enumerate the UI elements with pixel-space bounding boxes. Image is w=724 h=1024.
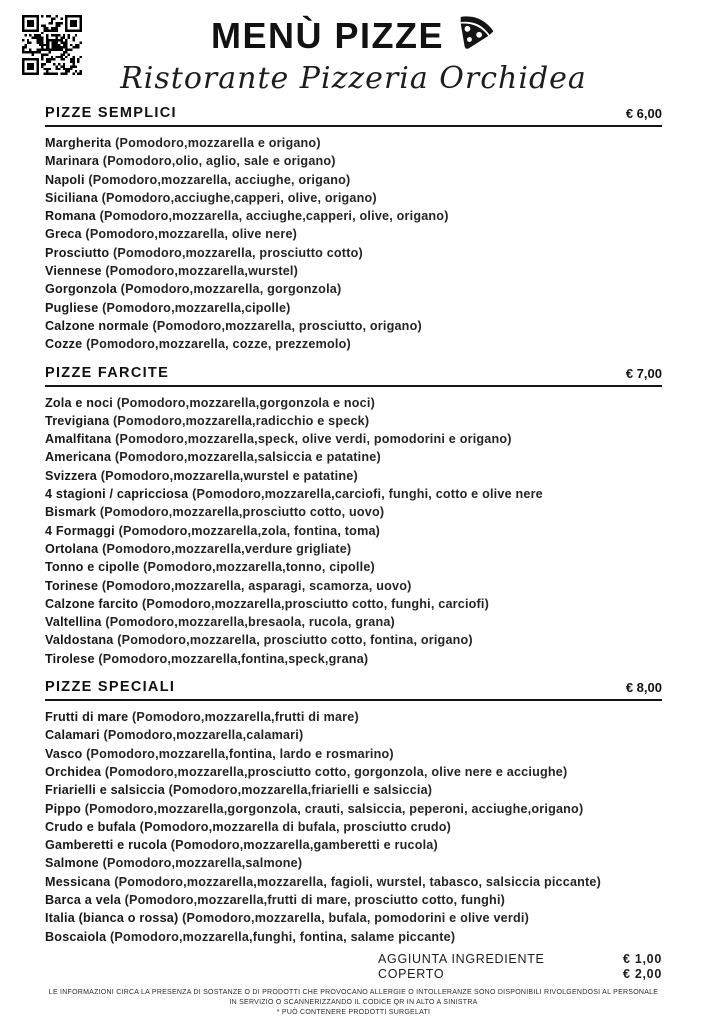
item-desc: (Pomodoro,mozzarella,zola, fontina, toma) — [118, 523, 381, 538]
item-name: Pugliese — [45, 300, 103, 315]
menu-item — [45, 540, 662, 558]
item-desc: (Pomodoro,mozzarella,gorgonzola e noci) — [116, 395, 375, 410]
item-name: Gamberetti e rucola — [45, 838, 171, 853]
menu-item — [45, 299, 662, 317]
item-desc: (Pomodoro,mozzarella,friarielli e salsiccia) — [168, 783, 433, 798]
menu-item — [45, 836, 662, 854]
item-name: Marinara — [45, 154, 103, 169]
menu-item — [45, 189, 662, 207]
item-desc: (Pomodoro,mozzarella,funghi, fontina, salame piccante) — [110, 929, 456, 944]
menu-item — [45, 485, 662, 503]
item-name: Bismark — [45, 505, 100, 520]
item-name: 4 stagioni / capricciosa — [45, 487, 193, 502]
menu-header — [45, 0, 662, 99]
menu-item — [45, 412, 662, 430]
item-name: Siciliana — [45, 190, 102, 205]
item-desc: (Pomodoro,mozzarella,cipolle) — [102, 300, 291, 315]
item-name: Boscaiola — [45, 929, 110, 944]
item-desc: (Pomodoro,mozzarella,prosciutto cotto, gorgonzola, olive nere e acciughe) — [104, 764, 568, 779]
section-title: PIZZE SEMPLICI — [45, 105, 177, 121]
menu-section — [45, 365, 662, 668]
section-items — [45, 134, 662, 354]
footer-allergen-note: LE INFORMAZIONI CIRCA LA PRESENZA DI SOSTANZE O DI PRODOTTI CHE PROVOCANO ALLERGIE O INTOLLERANZE SONO DISPONIBILI RIVOLGENDOSI AL PERSONALE IN SERVIZIO O SCANNERIZZANDO IL CODICE QR IN ALTO A SINISTRA — [48, 988, 659, 1006]
item-desc: (Pomodoro,mozzarella, prosciutto, origano) — [152, 318, 422, 333]
item-desc: (Pomodoro,mozzarella, gorgonzola) — [120, 282, 342, 297]
menu-item — [45, 467, 662, 485]
item-name: Orchidea — [45, 764, 105, 779]
item-name: Barca a vela — [45, 892, 125, 907]
item-name: Ortolana — [45, 541, 103, 556]
item-name: Trevigiana — [45, 413, 113, 428]
item-name: Greca — [45, 227, 86, 242]
section-price: € 8,00 — [625, 680, 662, 696]
menu-section — [45, 105, 662, 354]
restaurant-name: Ristorante Pizzeria Orchidea — [120, 61, 587, 96]
qr-code-pattern — [22, 15, 82, 75]
menu-item — [45, 873, 662, 891]
section-items — [45, 394, 662, 668]
extra-label: AGGIUNTA INGREDIENTE — [378, 951, 545, 966]
item-name: Tirolese — [45, 651, 99, 666]
item-desc: (Pomodoro,mozzarella,prosciutto cotto, funghi, carciofi) — [141, 596, 490, 611]
item-desc: (Pomodoro,mozzarella,salmone) — [102, 856, 303, 871]
item-desc: (Pomodoro,mozzarella,calamari) — [103, 728, 304, 743]
item-desc: (Pomodoro,mozzarella,carciofi, funghi, cotto e olive nere — [192, 487, 543, 502]
menu-item — [45, 818, 662, 836]
menu-item — [45, 558, 662, 576]
menu-item — [45, 631, 662, 649]
menu-item — [45, 577, 662, 595]
title-row — [45, 13, 662, 59]
section-divider — [45, 699, 662, 701]
item-name: Prosciutto — [45, 245, 113, 260]
menu-item — [45, 781, 662, 799]
section-header — [45, 365, 662, 381]
menu-item — [45, 800, 662, 818]
item-name: Svizzera — [45, 468, 101, 483]
menu-item — [45, 207, 662, 225]
footer-frozen-note: * PUÒ CONTENERE PRODOTTI SURGELATI — [276, 1008, 431, 1016]
section-title: PIZZE SPECIALI — [45, 679, 176, 696]
item-desc: (Pomodoro,mozzarella,radicchio e speck) — [113, 413, 370, 428]
item-desc: (Pomodoro,mozzarella di bufala, prosciutto crudo) — [139, 819, 452, 834]
menu-item — [45, 171, 662, 189]
extras-block — [378, 952, 662, 983]
item-name: Americana — [45, 450, 115, 465]
menu-item — [45, 726, 662, 744]
item-name: Romana — [45, 209, 100, 224]
item-name: Cozze — [45, 337, 87, 352]
item-desc: (Pomodoro,mozzarella,frutti di mare, prosciutto cotto, funghi) — [124, 892, 506, 907]
item-name: Valdostana — [45, 633, 118, 648]
item-desc: (Pomodoro,mozzarella, asparagi, scamorza, uovo) — [101, 578, 412, 593]
menu-item — [45, 708, 662, 726]
item-desc: (Pomodoro,mozzarella,mozzarella, fagioli, wurstel, tabasco, salsiccia piccante) — [114, 874, 602, 889]
item-desc: (Pomodoro,mozzarella,gorgonzola, crauti, salsiccia, peperoni, acciughe,origano) — [84, 801, 584, 816]
item-name: Calzone farcito — [45, 596, 142, 611]
qr-code — [20, 13, 84, 77]
menu-item — [45, 244, 662, 262]
item-name: 4 Formaggi — [45, 523, 119, 538]
item-name: Crudo e bufala — [45, 819, 140, 834]
extra-price: € 2,00 — [623, 967, 662, 982]
item-name: Calzone normale — [45, 318, 153, 333]
section-header — [45, 679, 662, 695]
menu-item — [45, 262, 662, 280]
menu-item — [45, 134, 662, 152]
item-desc: (Pomodoro,mozzarella,fontina,speck,grana) — [98, 651, 369, 666]
extra-label: COPERTO — [378, 967, 445, 982]
item-desc: (Pomodoro,mozzarella,salsiccia e patatine) — [114, 450, 381, 465]
item-name: Frutti di mare — [45, 710, 132, 725]
item-desc: (Pomodoro,mozzarella, prosciutto cotto) — [112, 245, 363, 260]
item-name: Pippo — [45, 801, 85, 816]
extra-row-aggiunta — [378, 952, 662, 968]
menu-item — [45, 745, 662, 763]
item-name: Vasco — [45, 746, 87, 761]
item-desc: (Pomodoro,mozzarella,speck, olive verdi, pomodorini e origano) — [115, 432, 512, 447]
menu-footer — [45, 988, 662, 1018]
section-items — [45, 708, 662, 946]
item-name: Viennese — [45, 264, 106, 279]
item-desc: (Pomodoro,mozzarella, olive nere) — [85, 227, 298, 242]
section-price: € 6,00 — [625, 106, 662, 121]
menu-item — [45, 280, 662, 298]
item-name: Friarielli e salsiccia — [45, 783, 169, 798]
menu-item — [45, 522, 662, 540]
item-desc: (Pomodoro,mozzarella, bufala, pomodorini e olive verdi) — [182, 911, 529, 926]
item-name: Napoli — [45, 172, 89, 187]
menu-item — [45, 854, 662, 872]
menu-item — [45, 763, 662, 781]
item-desc: (Pomodoro,mozzarella,bresaola, rucola, grana) — [105, 615, 395, 630]
menu-item — [45, 928, 662, 946]
menu-item — [45, 448, 662, 466]
menu-item — [45, 613, 662, 631]
menu-item — [45, 152, 662, 170]
menu-item — [45, 225, 662, 243]
item-desc: (Pomodoro,mozzarella,frutti di mare) — [131, 710, 359, 725]
pizza-slice-icon — [452, 9, 496, 58]
section-divider — [45, 125, 662, 127]
item-name: Messicana — [45, 874, 115, 889]
item-desc: (Pomodoro,olio, aglio, sale e origano) — [102, 154, 336, 169]
item-desc: (Pomodoro,mozzarella, prosciutto cotto, fontina, origano) — [117, 633, 473, 648]
menu-item — [45, 430, 662, 448]
item-desc: (Pomodoro,mozzarella,tonno, cipolle) — [143, 560, 375, 575]
item-name: Amalfitana — [45, 432, 116, 447]
menu-item — [45, 335, 662, 353]
menu-sections — [45, 105, 662, 946]
item-desc: (Pomodoro,mozzarella e origano) — [115, 136, 321, 150]
item-name: Calamari — [45, 728, 104, 743]
menu-section — [45, 679, 662, 946]
menu-item — [45, 317, 662, 335]
section-header — [45, 105, 662, 121]
item-desc: (Pomodoro,mozzarella, acciughe,capperi, olive, origano) — [99, 209, 449, 224]
item-desc: (Pomodoro,mozzarella,prosciutto cotto, uovo) — [99, 505, 385, 520]
section-price: € 7,00 — [625, 365, 662, 381]
menu-item — [45, 891, 662, 909]
menu-item — [45, 503, 662, 521]
item-name: Tonno e cipolle — [45, 560, 144, 575]
menu-item — [45, 394, 662, 412]
item-desc: (Pomodoro,mozzarella,wurstel e patatine) — [100, 468, 358, 483]
item-name: Torinese — [45, 578, 102, 593]
page-title: MENÙ PIZZE — [210, 15, 444, 56]
menu-item — [45, 650, 662, 668]
item-name: Margherita — [45, 136, 116, 150]
item-name: Gorgonzola — [45, 282, 121, 297]
item-desc: (Pomodoro,mozzarella,verdure grigliate) — [102, 541, 352, 556]
item-name: Salmone — [45, 856, 103, 871]
section-title: PIZZE FARCITE — [45, 364, 170, 381]
item-desc: (Pomodoro,mozzarella,fontina, lardo e rosmarino) — [86, 746, 394, 761]
extra-row-coperto — [378, 967, 662, 983]
item-desc: (Pomodoro,mozzarella,gamberetti e rucola) — [170, 838, 438, 853]
item-desc: (Pomodoro,mozzarella,wurstel) — [105, 264, 299, 279]
item-desc: (Pomodoro,mozzarella, cozze, prezzemolo) — [86, 337, 351, 352]
item-name: Zola e noci — [45, 395, 117, 410]
item-desc: (Pomodoro,mozzarella, acciughe, origano) — [88, 172, 351, 187]
extra-price: € 1,00 — [623, 951, 662, 966]
item-name: Italia (bianca o rossa) — [45, 911, 183, 926]
item-name: Valtellina — [45, 615, 106, 630]
menu-item — [45, 595, 662, 613]
section-divider — [45, 385, 662, 387]
item-desc: (Pomodoro,acciughe,capperi, olive, origano) — [101, 190, 377, 205]
menu-item — [45, 909, 662, 927]
